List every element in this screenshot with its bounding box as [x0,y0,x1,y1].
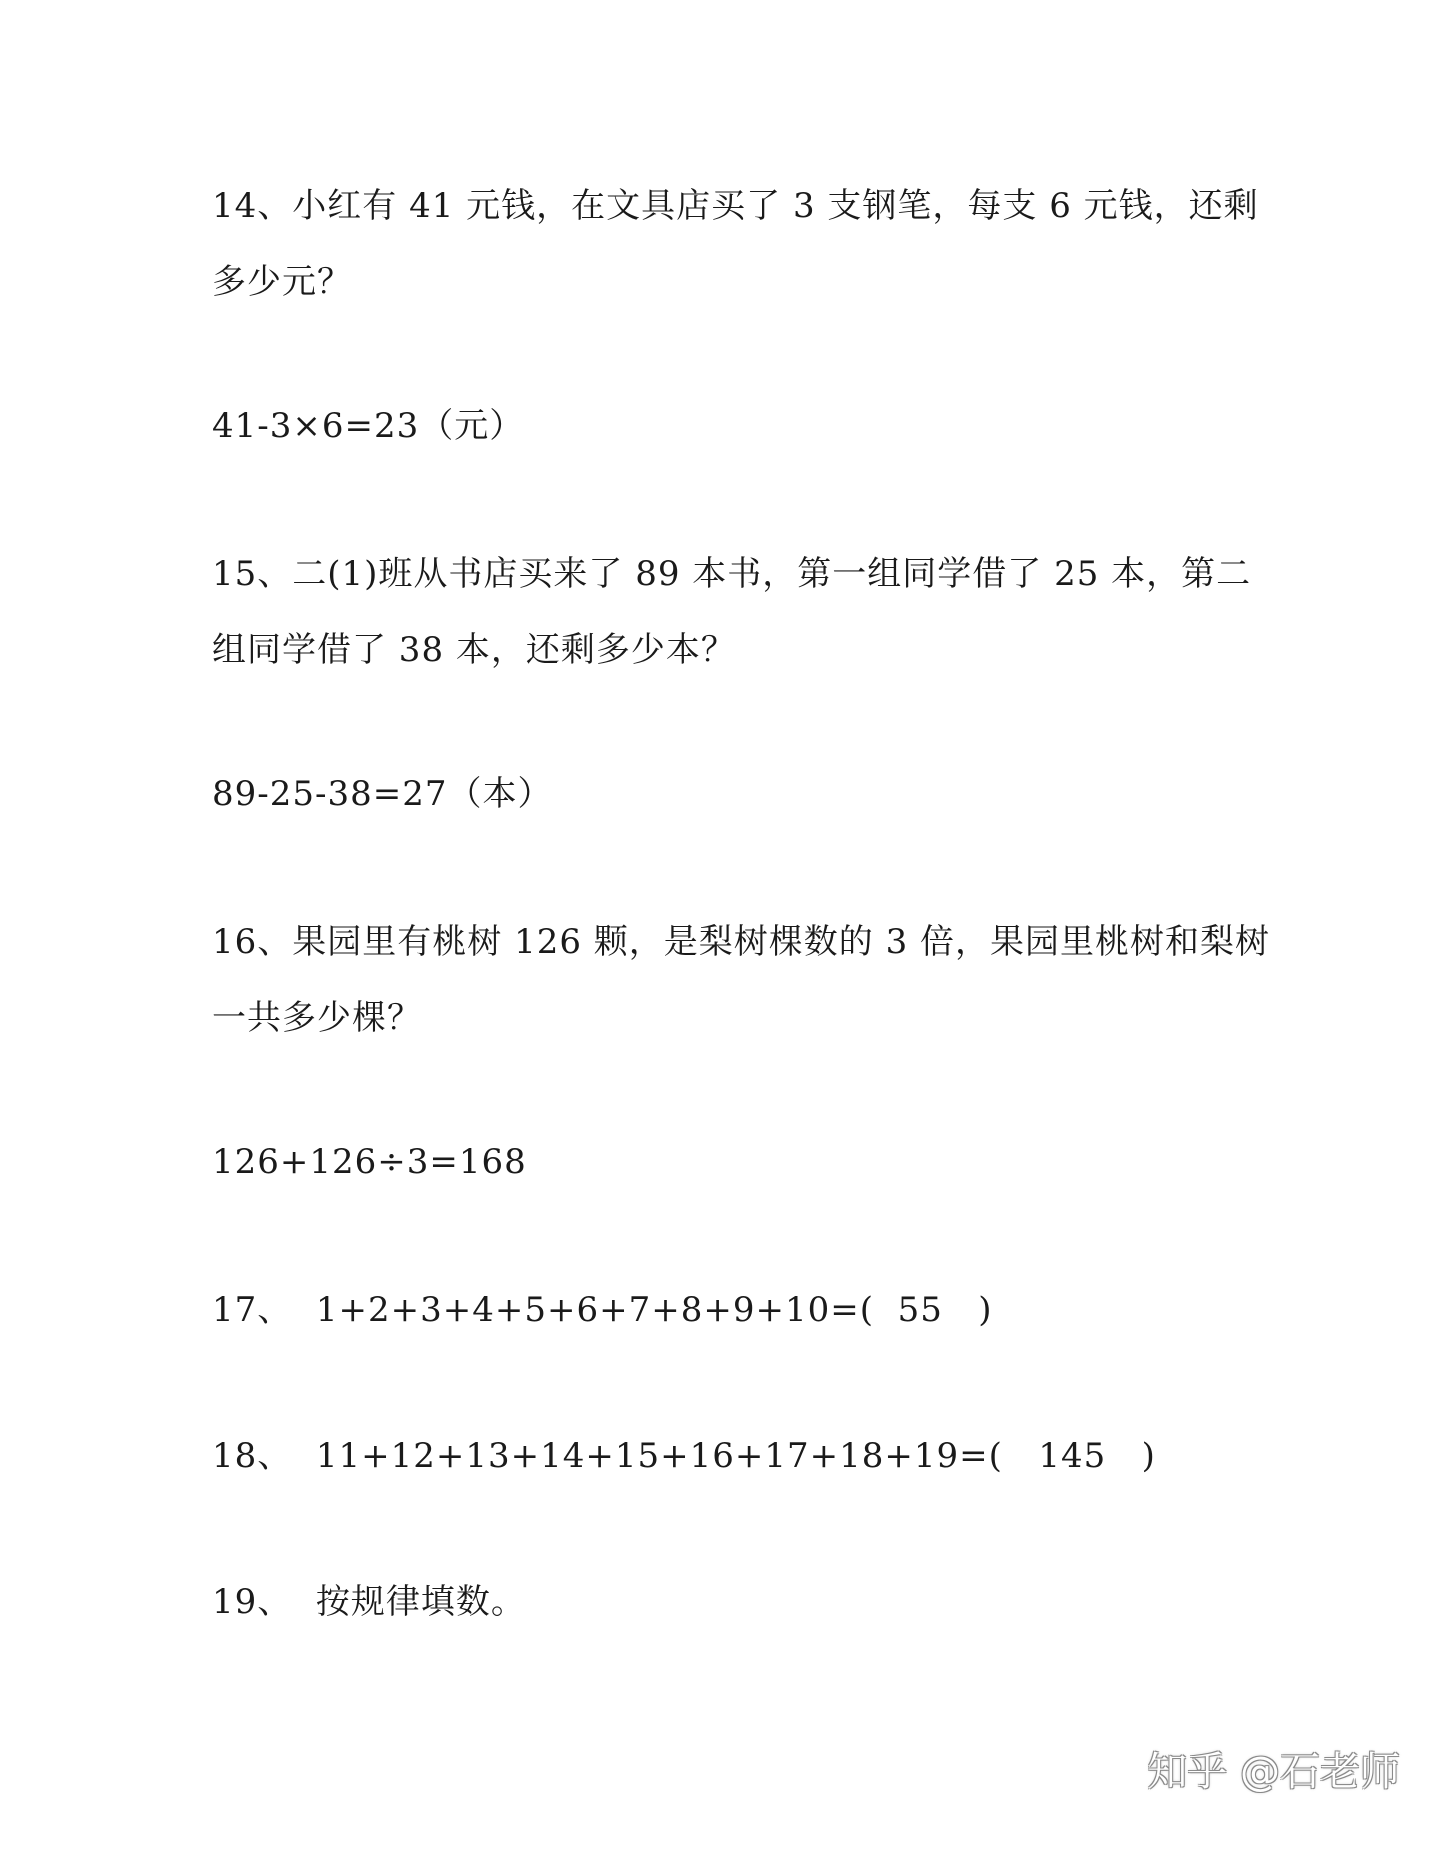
answer-15: 89-25-38=27（本） [212,774,553,814]
question-16-line-2: 一共多少棵？ [212,998,422,1038]
question-18: 18、 11+12+13+14+15+16+17+18+19=( 145 ) [212,1436,1156,1476]
question-15-line-1: 15、二(1)班从书店买来了 89 本书，第一组同学借了 25 本，第二 [212,554,1252,594]
question-14-line-2: 多少元？ [212,262,352,302]
question-16-line-1: 16、果园里有桃树 126 颗，是梨树棵数的 3 倍，果园里桃树和梨树 [212,922,1271,962]
question-17: 17、 1+2+3+4+5+6+7+8+9+10=( 55 ) [212,1290,993,1330]
question-19: 19、 按规律填数。 [212,1582,526,1622]
answer-16: 126+126÷3=168 [212,1142,527,1182]
question-14-line-1: 14、小红有 41 元钱，在文具店买了 3 支钢笔，每支 6 元钱，还剩 [212,186,1259,226]
answer-14: 41-3×6=23（元） [212,406,525,446]
watermark: 知乎 @石老师 [1147,1749,1400,1795]
question-15-line-2: 组同学借了 38 本，还剩多少本？ [212,630,736,670]
